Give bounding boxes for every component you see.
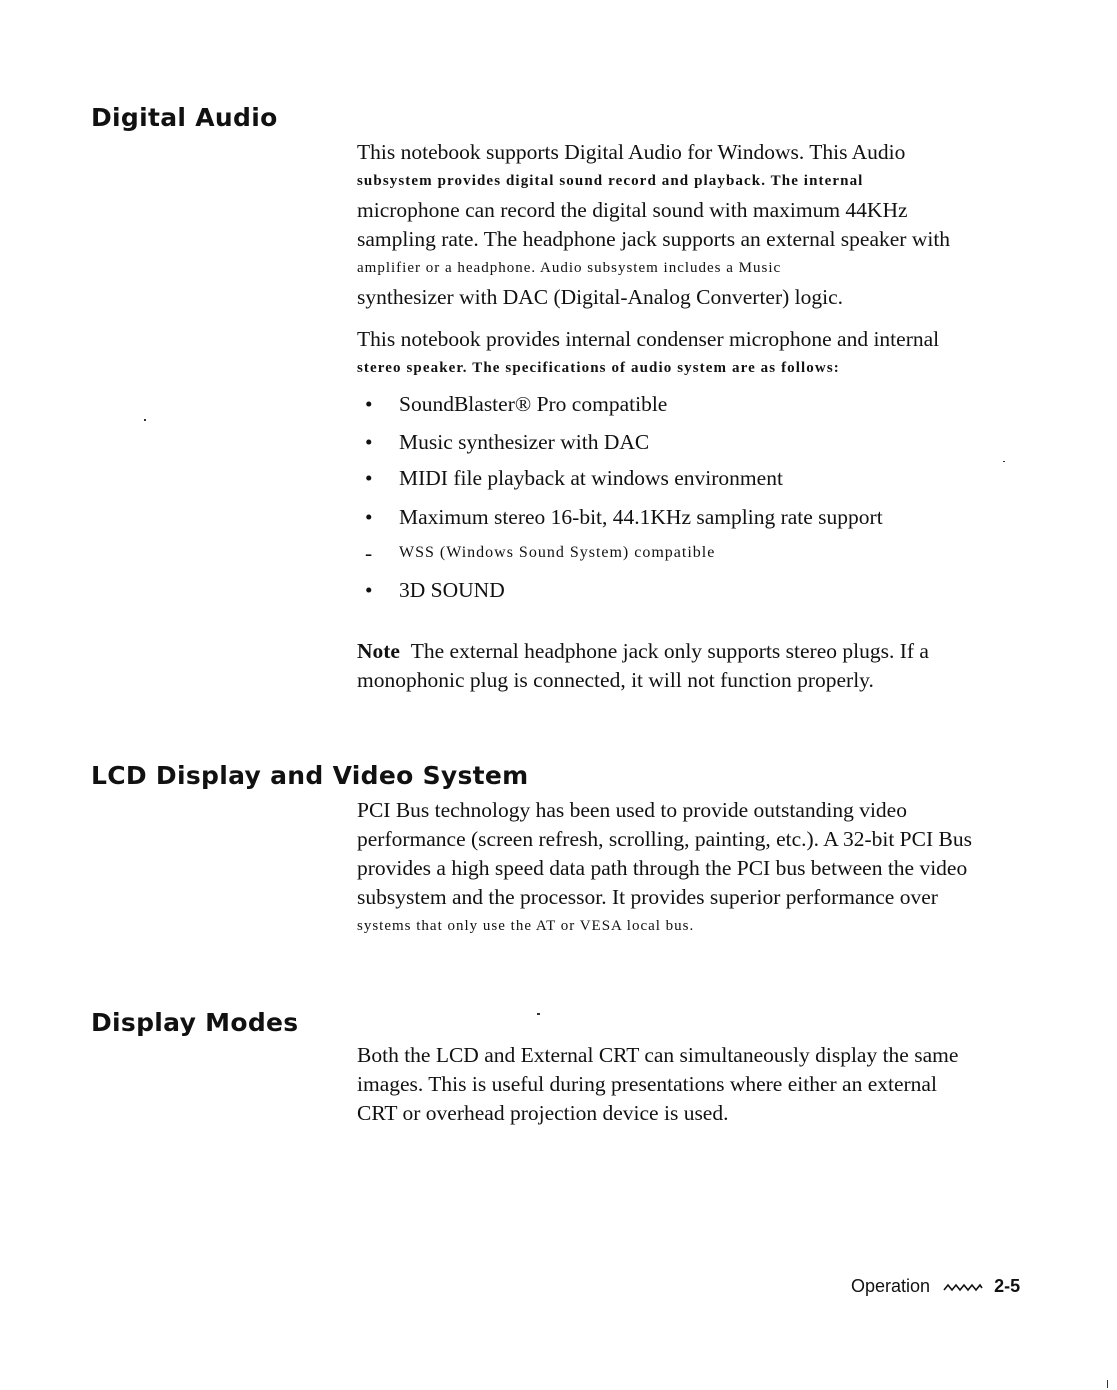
text-line: monophonic plug is connected, it will not function properly. bbox=[357, 668, 874, 692]
scan-speck bbox=[1003, 461, 1005, 462]
text-line: performance (screen refresh, scrolling, painting, etc.). A 32-bit PCI Bus bbox=[357, 827, 972, 851]
audio-note bbox=[357, 637, 929, 695]
text-line: subsystem provides digital sound record and playback. The internal bbox=[357, 173, 864, 189]
scan-speck bbox=[1107, 1380, 1108, 1388]
note-label: Note bbox=[357, 639, 400, 663]
page-number: 2-5 bbox=[994, 1276, 1021, 1296]
text-line: CRT or overhead projection device is used. bbox=[357, 1101, 729, 1125]
text-line: images. This is useful during presentations where either an external bbox=[357, 1072, 937, 1096]
scan-speck bbox=[144, 419, 146, 421]
text-line: stereo speaker. The specifications of audio system are as follows: bbox=[357, 360, 840, 376]
digital-audio-paragraph-1 bbox=[357, 138, 950, 312]
scan-speck bbox=[537, 1013, 540, 1015]
text-line: sampling rate. The headphone jack supports an external speaker with bbox=[357, 227, 951, 251]
heading-digital-audio: Digital Audio bbox=[91, 103, 278, 132]
text-line: Note The external headphone jack only supports stereo plugs. If a bbox=[357, 639, 929, 663]
text-line: This notebook provides internal condenser microphone and internal bbox=[357, 327, 940, 351]
text-line: amplifier or a headphone. Audio subsystem includes a Music bbox=[357, 260, 782, 276]
heading-display-modes: Display Modes bbox=[91, 1008, 299, 1037]
text-line: This notebook supports Digital Audio for Windows. This Audio bbox=[357, 140, 906, 164]
text-line: microphone can record the digital sound with maximum 44KHz bbox=[357, 198, 908, 222]
text-line: synthesizer with DAC (Digital-Analog Converter) logic. bbox=[357, 285, 844, 309]
display-modes-paragraph bbox=[357, 1041, 958, 1128]
text-line: Both the LCD and External CRT can simultaneously display the same bbox=[357, 1043, 959, 1067]
page-footer bbox=[851, 1276, 1020, 1297]
text-line: provides a high speed data path through the PCI bus between the video bbox=[357, 856, 968, 880]
lcd-display-paragraph bbox=[357, 796, 972, 941]
heading-lcd-display: LCD Display and Video System bbox=[91, 761, 529, 790]
text-line: PCI Bus technology has been used to provide outstanding video bbox=[357, 798, 907, 822]
text-line: subsystem and the processor. It provides superior performance over bbox=[357, 885, 938, 909]
text-line: systems that only use the AT or VESA local bus. bbox=[357, 918, 695, 934]
footer-section-title: Operation bbox=[851, 1276, 931, 1296]
digital-audio-paragraph-2 bbox=[357, 325, 939, 383]
wave-ornament-icon bbox=[943, 1282, 983, 1292]
